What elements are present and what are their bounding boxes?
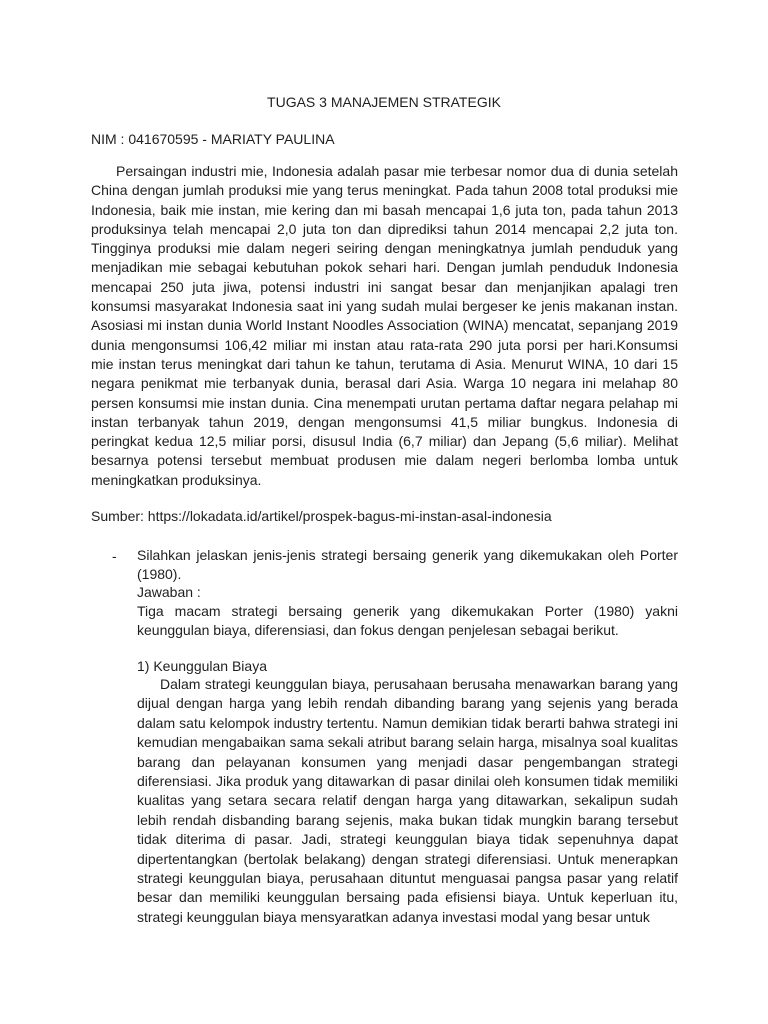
question-block <box>137 546 678 640</box>
student-id-line: NIM : 041670595 - MARIATY PAULINA <box>91 131 335 147</box>
document-title: TUGAS 3 MANAJEMEN STRATEGIK <box>267 94 501 110</box>
section-heading: 1) Keunggulan Biaya <box>137 658 267 674</box>
intro-paragraph: Persaingan industri mie, Indonesia adalah pasar mie terbesar nomor dua di dunia setelah China dengan jumlah produksi mie yang terus meningkat. Pada tahun 2008 total produksi mie Indonesia, baik mie instan, mie kering dan mi basah mencapai 1,6 juta ton, pada tahun 2013 produksinya telah mencapai 2,0 juta ton dan diprediksi tahun 2014 mencapai 2,2 juta ton. Tingginya produksi mie dalam negeri seiring dengan meningkatnya jumlah penduduk yang menjadikan mie sebagai kebutuhan pokok sehari hari. Dengan jumlah penduduk Indonesia mencapai 250 juta jiwa, potensi industri ini sangat besar dan menjanjikan apalagi tren konsumsi masyarakat Indonesia saat ini yang sudah mulai bergeser ke jenis makanan instan. Asosiasi mi instan dunia World Instant Noodles Association (WINA) mencatat, sepanjang 2019 dunia mengonsumsi 106,42 miliar mi instan atau rata-rata 290 juta porsi per hari.Konsumsi mie instan terus meningkat dari tahun ke tahun, terutama di Asia. Menurut WINA, 10 dari 15 negara penikmat mie terbanyak dunia, berasal dari Asia. Warga 10 negara ini melahap 80 persen konsumsi mie instan dunia. Cina menempati urutan pertama daftar negara pelahap mi instan terbanyak tahun 2019, dengan mengonsumsi 41,5 miliar bungkus. Indonesia di peringkat kedua 12,5 miliar porsi, disusul India (6,7 miliar) dan Jepang (5,6 miliar). Melihat besarnya potensi tersebut membuat produsen mie dalam negeri berlomba lomba untuk meningkatkan produksinya. <box>91 163 678 488</box>
answer-text: Tiga macam strategi bersaing generik yang dikemukakan Porter (1980) yakni keunggulan biaya, diferensiasi, dan fokus dengan penjelesan sebagai berikut. <box>137 602 678 638</box>
question-text: Silahkan jelaskan jenis-jenis strategi bersaing generik yang dikemukakan oleh Porter (1980). <box>137 547 678 582</box>
answer-label: Jawaban : <box>137 584 201 600</box>
bullet-marker: - <box>112 548 117 564</box>
section-paragraph: Dalam strategi keunggulan biaya, perusahaan berusaha menawarkan barang yang dijual dengan harga yang lebih rendah dibanding barang yang sejenis yang berada dalam satu kelompok industry tertentu. Namun demikian tidak berarti bahwa strategi ini kemudian mengabaikan sama sekali atribut barang selain harga, misalnya soal kualitas barang dan pelayanan konsumen yang menjadi dasar pengembangan strategi diferensiasi. Jika produk yang ditawarkan di pasar dinilai oleh konsumen tidak memiliki kualitas yang setara secara relatif dengan harga yang ditawarkan, sekalipun sudah lebih rendah disbanding barang sejenis, maka bukan tidak mungkin barang tersebut tidak diterima di pasar. Jadi, strategi keunggulan biaya tidak sepenuhnya dapat dipertentangkan (bertolak belakang) dengan strategi diferensiasi. Untuk menerapkan strategi keunggulan biaya, perusahaan dituntut menguasai pangsa pasar yang relatif besar dan memiliki keunggulan bersaing pada efisiensi biaya. Untuk keperluan itu, strategi keunggulan biaya mensyaratkan adanya investasi modal yang besar untuk <box>137 676 678 925</box>
source-citation: Sumber: https://lokadata.id/artikel/prospek-bagus-mi-instan-asal-indonesia <box>91 508 552 524</box>
